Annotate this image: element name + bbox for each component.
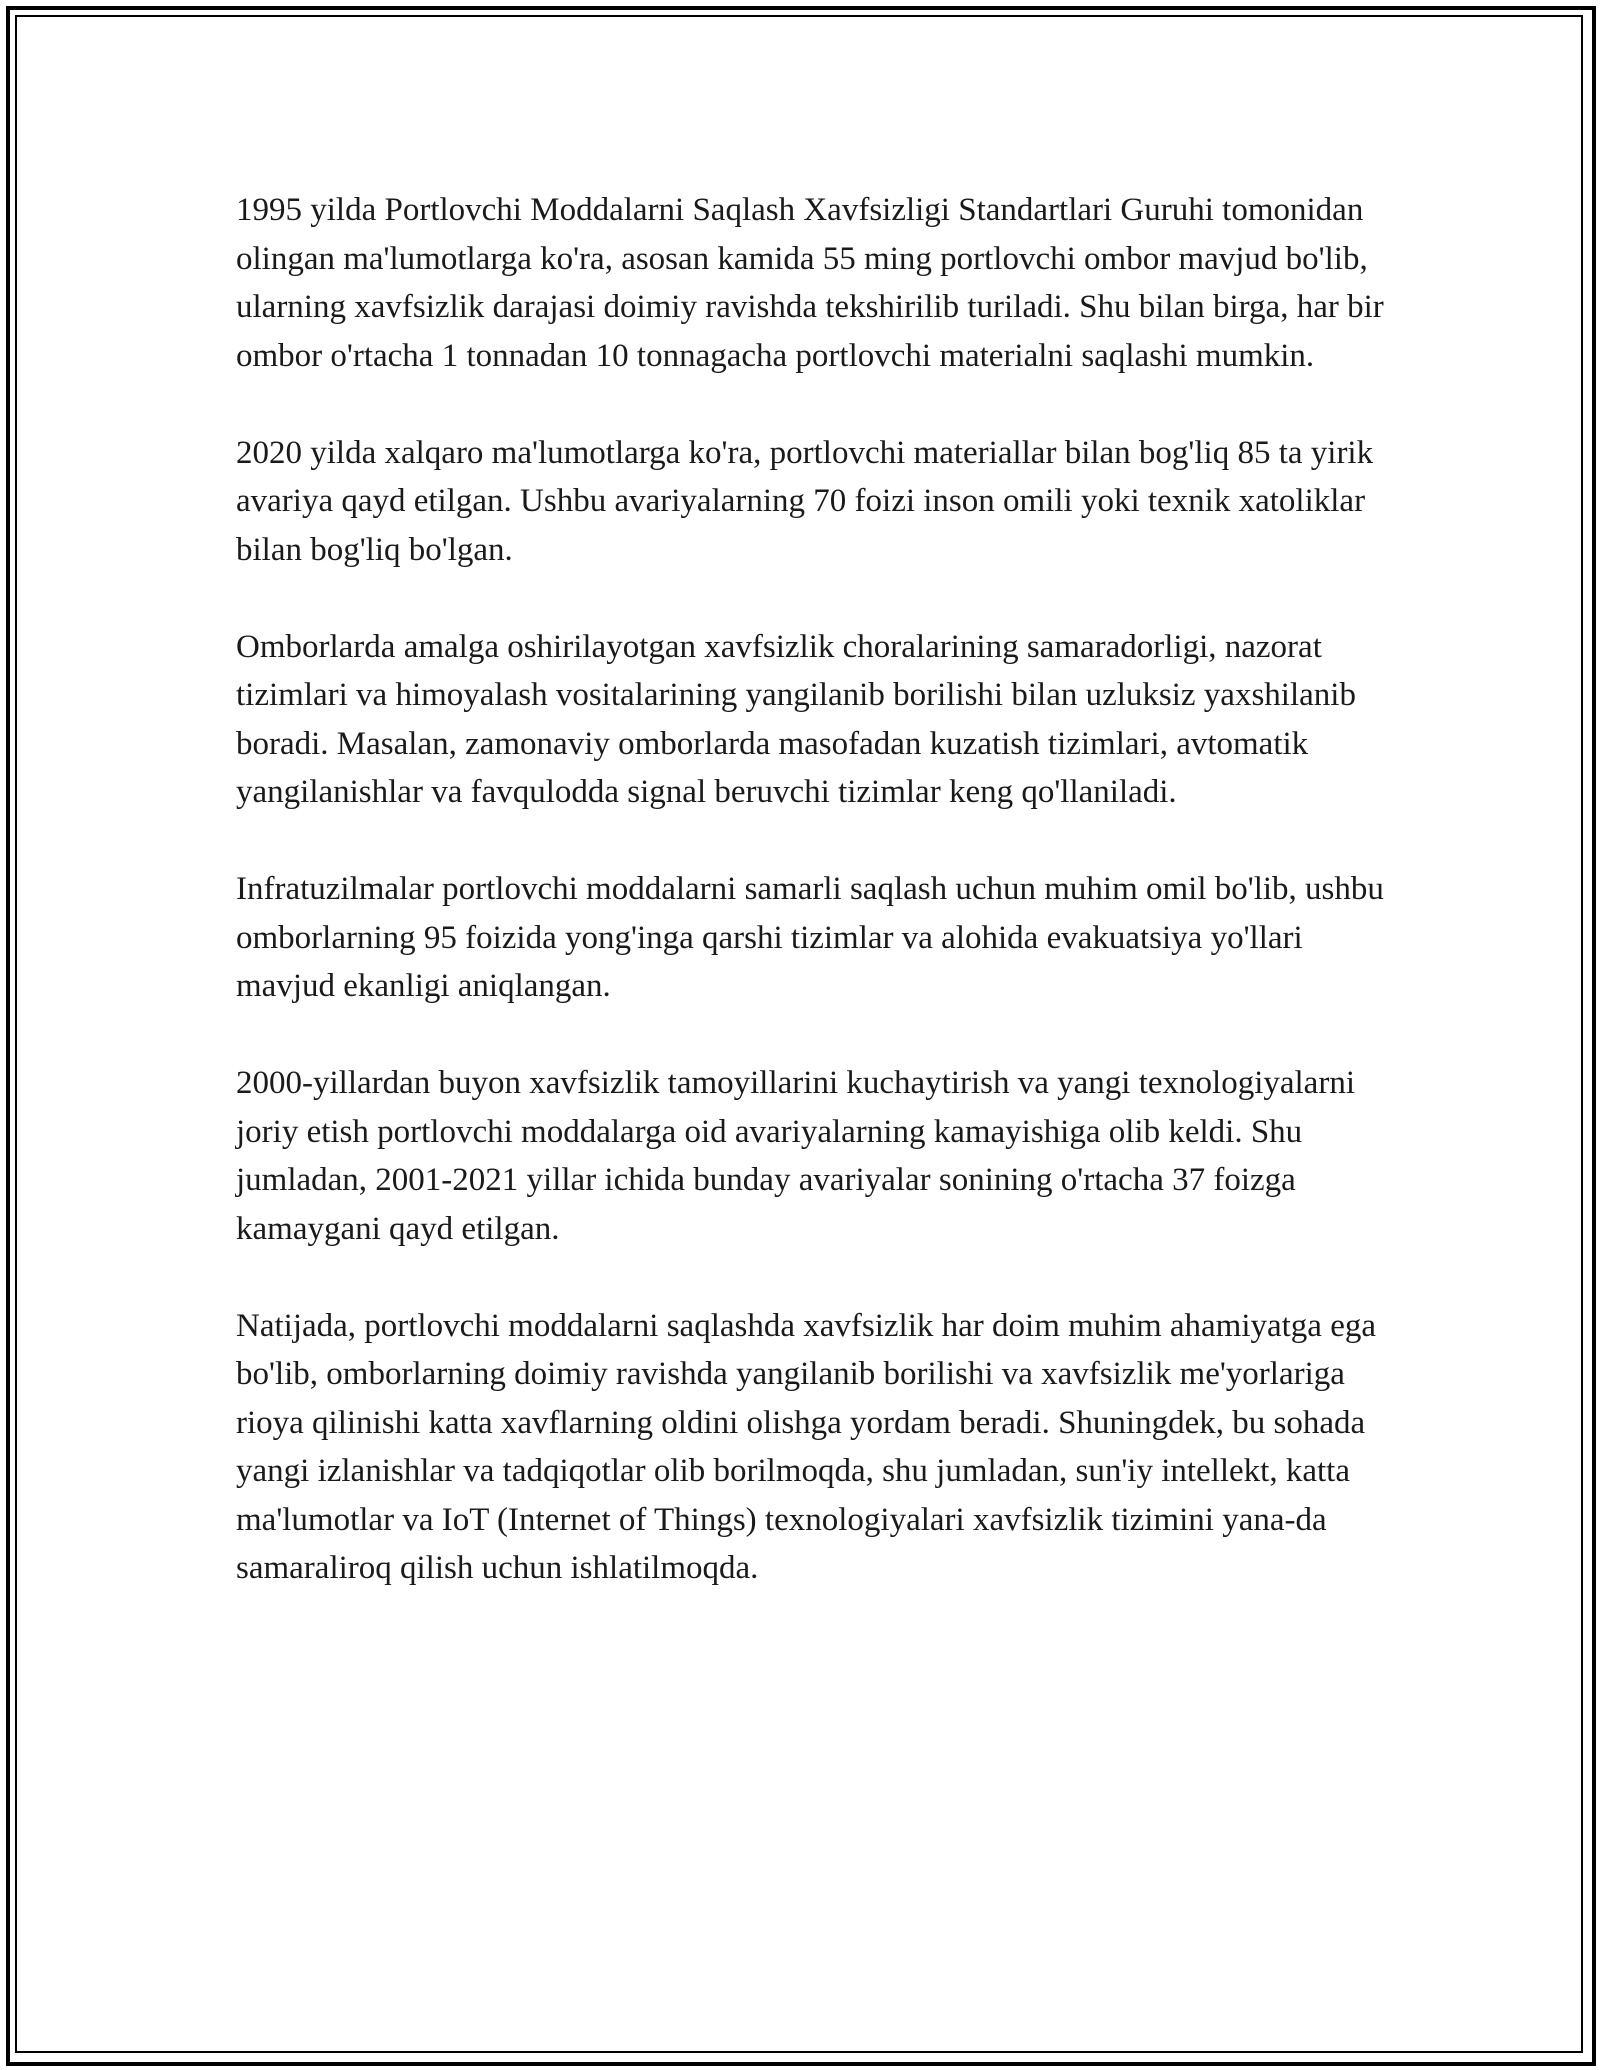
document-body [236, 186, 1396, 1593]
paragraph-5: 2000-yillardan buyon xavfsizlik tamoyillarini kuchaytirish va yangi texnologiyalarni joriy etish portlovchi moddalarga oid avariyalarning kamayishiga olib keldi. Shu jumladan, 2001-2021 yillar ichida bunday avariyalar sonining o'rtacha 37 foizga kamaygani qayd etilgan. [236, 1065, 1355, 1247]
paragraph-6: Natijada, portlovchi moddalarni saqlashda xavfsizlik har doim muhim ahamiyatga ega bo'lib, omborlarning doimiy ravishda yangilanib borilishi va xavfsizlik me'yorlariga rioya qilinishi katta xavflarning oldini olishga yordam beradi. Shuningdek, bu sohada yangi izlanishlar va tadqiqotlar olib borilmoqda, shu jumladan, sun'iy intellekt, katta ma'lumotlar va IoT (Internet of Things) texnologiyalari xavfsizlik tizimini yana-da samaraliroq qilish uchun ishlatilmoqda. [236, 1307, 1376, 1586]
paragraph-1: 1995 yilda Portlovchi Moddalarni Saqlash Xavfsizligi Standartlari Guruhi tomonidan olingan ma'lumotlarga ko'ra, asosan kamida 55 ming portlovchi ombor mavjud bo'lib, ularning xavfsizlik darajasi doimiy ravishda tekshirilib turiladi. Shu bilan birga, har bir ombor o'rtacha 1 tonnadan 10 tonnagacha portlovchi materialni saqlashi mumkin. [236, 192, 1384, 374]
paragraph-4: Infratuzilmalar portlovchi moddalarni samarli saqlash uchun muhim omil bo'lib, ushbu omborlarning 95 foizida yong'inga qarshi tizimlar va alohida evakuatsiya yo'llari mavjud ekanligi aniqlangan. [236, 871, 1384, 1004]
paragraph-3: Omborlarda amalga oshirilayotgan xavfsizlik choralarining samaradorligi, nazorat tizimlari va himoyalash vositalarining yangilanib borilishi bilan uzluksiz yaxshilanib boradi. Masalan, zamonaviy omborlarda masofadan kuzatish tizimlari, avtomatik yangilanishlar va favqulodda signal beruvchi tizimlar keng qo'llaniladi. [236, 628, 1356, 810]
paragraph-2: 2020 yilda xalqaro ma'lumotlarga ko'ra, portlovchi materiallar bilan bog'liq 85 ta yirik avariya qayd etilgan. Ushbu avariyalarning 70 foizi inson omili yoki texnik xatoliklar bilan bog'liq bo'lgan. [236, 434, 1374, 568]
